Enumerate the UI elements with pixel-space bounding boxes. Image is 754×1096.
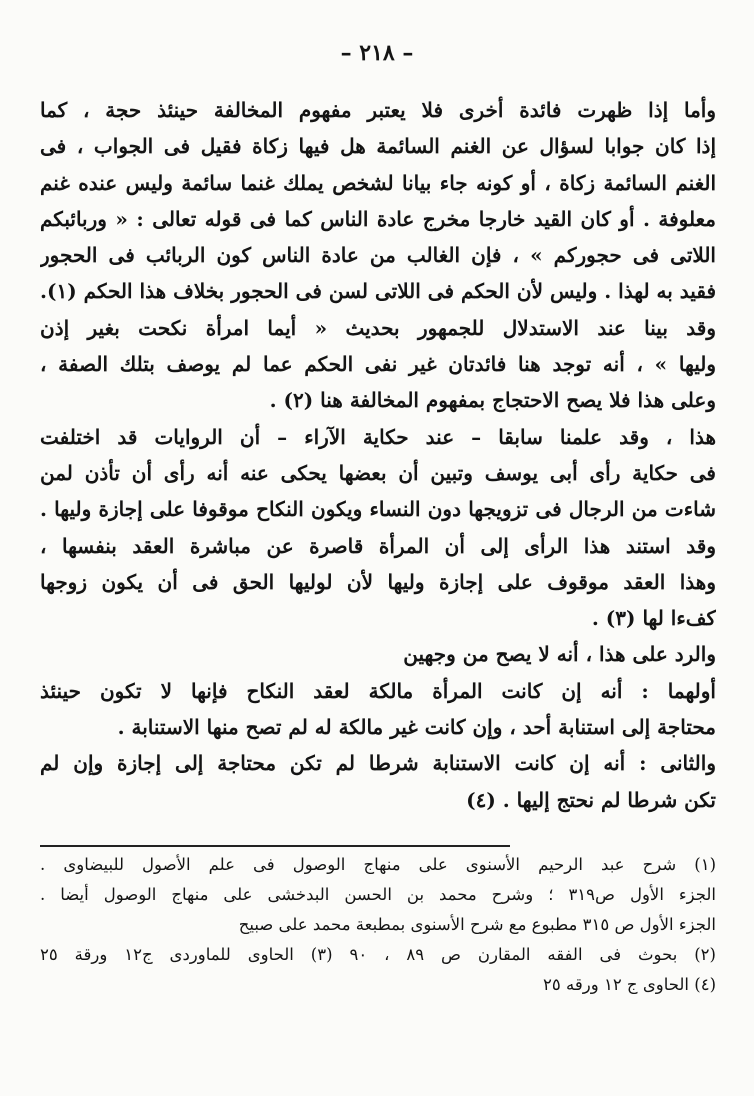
text-line: والثانى : أنه إن كانت الاستنابة شرطا لم تكن محتاجة إلى إجازة وإن لم xyxy=(40,751,716,776)
text-line: وقد استند هذا الرأى إلى أن المرأة قاصرة عن مباشرة العقد بنفسها ، xyxy=(40,533,716,558)
text-line: والرد على هذا ، أنه لا يصح من وجهين xyxy=(403,642,716,667)
footnote-line: الجزء الأول ص ٣١٥ مطبوع مع شرح الأسنوى بمطبعة محمد على صبيح xyxy=(238,915,716,934)
text-line: وأما إذا ظهرت فائدة أخرى فلا يعتبر مفهوم المخالفة حينئذ حجة ، كما xyxy=(40,98,716,122)
text-line: معلوفة . أو كان القيد خارجا مخرج عادة الناس كما فى قوله تعالى : « وربائبكم xyxy=(40,206,716,231)
text-line: كفءا لها (٣) . xyxy=(591,606,716,631)
text-line: فى حكاية رأى أبى يوسف وتبين أن بعضها يحكى عنه أنه رأى أن تأذن لمن xyxy=(40,460,716,485)
text-line: إذا كان جوابا لسؤال عن الغنم السائمة هل فيها زكاة فقيل فى الجواب ، فى xyxy=(40,134,716,159)
text-line: هذا ، وقد علمنا سابقا – عند حكاية الآراء – أن الروايات قد اختلفت xyxy=(40,424,716,449)
text-line: أولهما : أنه إن كانت المرأة مالكة لعقد النكاح فإنها لا تكون حينئذ xyxy=(40,678,716,703)
footnote-line: (٢) بحوث فى الفقه المقارن ص ٨٩ ، ٩٠ (٣) الحاوى للماوردى ج١٢ ورقة ٢٥ xyxy=(40,945,716,964)
text-line: وقد بينا عند الاستدلال للجمهور بحديث « أيما امرأة نكحت بغير إذن xyxy=(40,315,716,340)
text-line: فقيد به لهذا . وليس لأن الحكم فى اللاتى لسن فى الحجور بخلاف هذا الحكم (١). xyxy=(40,279,716,304)
text-line: وليها » ، أنه توجد هنا فائدتان غير نفى الحكم عما لم يوصف بتلك الصفة ، xyxy=(40,352,716,377)
footnote-divider xyxy=(40,845,510,847)
body-text xyxy=(40,92,716,818)
text-line: محتاجة إلى استنابة أحد ، وإن كانت غير مالكة له لم تصح منها الاستنابة . xyxy=(117,715,716,740)
footnote-line: الجزء الأول ص٣١٩ ؛ وشرح محمد بن الحسن البدخشى على منهاج الوصول أيضا . xyxy=(40,885,716,904)
text-line: اللاتى فى حجوركم » ، فإن الغالب من عادة الناس كون الربائب فى الحجور xyxy=(40,243,716,268)
page-number: – ٢١٨ – xyxy=(340,40,414,66)
footnote-line: (١) شرح عبد الرحيم الأسنوى على منهاج الوصول فى علم الأصول للبيضاوى . xyxy=(40,855,716,874)
text-line: الغنم السائمة زكاة ، أو كونه جاء بيانا لشخص يملك غنما سائمة وليس عنده غنم xyxy=(40,170,716,195)
footnotes xyxy=(40,850,716,1000)
footnote-line: (٤) الحاوى ج ١٢ ورقه ٢٥ xyxy=(543,975,716,994)
text-line: شاءت من الرجال فى تزويجها دون النساء ويكون النكاح موقوفا على إجازة وليها . xyxy=(40,497,716,522)
text-line: وهذا العقد موقوف على إجازة وليها لأن لوليها الحق فى أن يكون زوجها xyxy=(40,569,716,594)
text-line: تكن شرطا لم نحتج إليها . (٤) xyxy=(466,787,716,812)
text-line: وعلى هذا فلا يصح الاحتجاج بمفهوم المخالفة هنا (٢) . xyxy=(269,388,716,413)
